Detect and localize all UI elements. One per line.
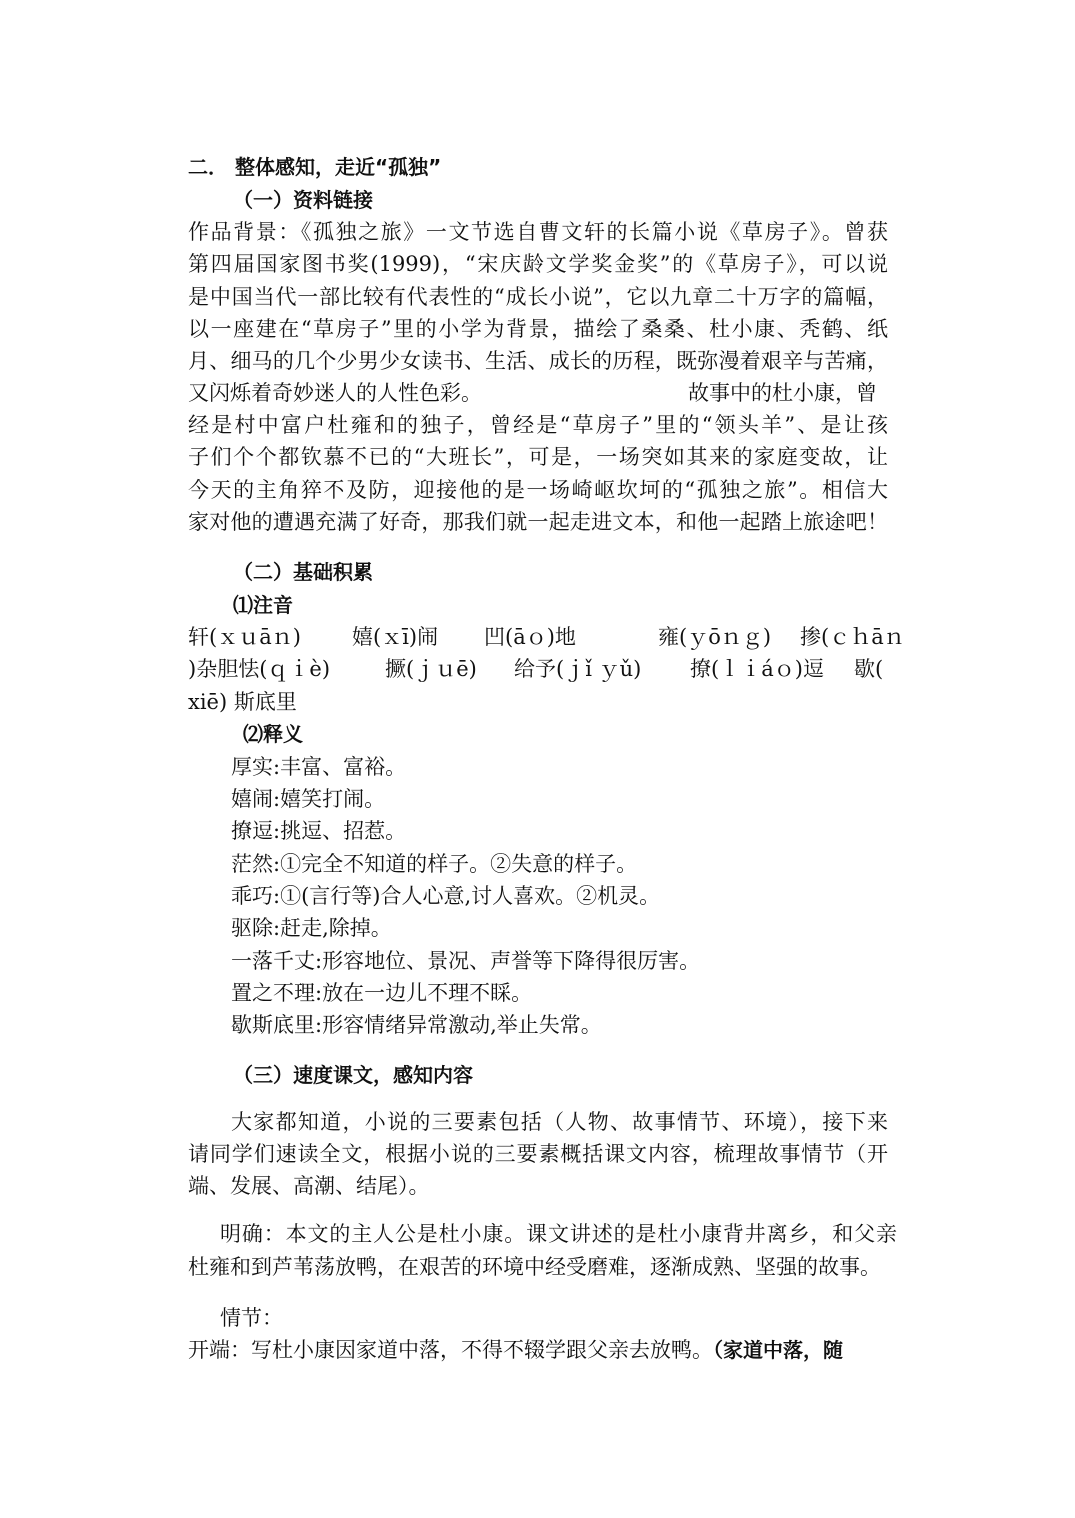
plot-label: 情节： <box>220 1306 283 1330</box>
paragraph-line: 第四届国家图书奖(1999)，“宋庆龄文学奖金奖”的《草房子》，可以说 <box>188 252 888 276</box>
paragraph-line: 端、发展、高潮、结尾）。 <box>188 1174 430 1198</box>
meaning-item: 乖巧:①(言行等)合人心意,讨人喜欢。②机灵。 <box>231 884 661 908</box>
pinyin-item: 轩(ｘｕāｎ) <box>188 625 301 649</box>
pinyin-title: ⑴注音 <box>233 593 293 617</box>
paragraph-line: 以一座建在“草房子”里的小学为背景，描绘了桑桑、杜小康、秃鹤、纸 <box>188 317 888 341</box>
meaning-item: 置之不理:放在一边儿不理不睬。 <box>231 981 533 1005</box>
paragraph-line: 明确：本文的主人公是杜小康。课文讲述的是杜小康背井离乡，和父亲 <box>220 1222 897 1246</box>
pinyin-item: xiē) 斯底里 <box>188 690 297 714</box>
pinyin-item: 歇( <box>854 657 884 681</box>
meaning-item: 撩逗:挑逗、招惹。 <box>231 819 407 843</box>
meaning-item: 驱除:赶走,除掉。 <box>231 916 392 940</box>
meaning-item: 歇斯底里:形容情绪异常激动,举止失常。 <box>231 1013 602 1037</box>
paragraph-line: 经是村中富户杜雍和的独子，曾经是“草房子”里的“领头羊”、是让孩 <box>188 413 888 437</box>
paragraph-line: 家对他的遭遇充满了好奇，那我们就一起走进文本，和他一起踏上旅途吧！ <box>188 510 888 534</box>
section-title: 二． 整体感知，走近“孤独” <box>188 155 442 179</box>
meaning-item: 厚实:丰富、富裕。 <box>231 755 407 779</box>
meaning-item: 嬉闹:嬉笑打闹。 <box>231 787 386 811</box>
paragraph-line: 是中国当代一部比较有代表性的“成长小说”，它以九章二十万字的篇幅， <box>188 285 888 309</box>
pinyin-item: 雍(ｙōｎｇ) <box>658 625 772 649</box>
meaning-item: 一落千丈:形容地位、景况、声誉等下降得很厉害。 <box>231 949 701 973</box>
paragraph-line: 杜雍和到芦苇荡放鸭，在艰苦的环境中经受磨难，逐渐成熟、坚强的故事。 <box>188 1255 881 1279</box>
paragraph-line: 故事中的杜小康，曾 <box>688 381 877 405</box>
paragraph-line: 大家都知道，小说的三要素包括（人物、故事情节、环境），接下来 <box>231 1110 888 1134</box>
subsection-title-reading: （三）速度课文，感知内容 <box>233 1063 473 1087</box>
plot-start-line <box>188 1334 843 1366</box>
pinyin-item: 给予(ｊǐ ｙǔ) <box>514 657 642 681</box>
paragraph-line: 又闪烁着奇妙迷人的人性色彩。 <box>188 381 482 405</box>
paragraph-line: 子们个个都钦慕不已的“大班长”，可是，一场突如其来的家庭变故，让 <box>188 445 888 469</box>
pinyin-item: )杂胆怯(ｑｉè) <box>188 657 331 681</box>
paragraph-line: 作品背景：《孤独之旅》一文节选自曹文轩的长篇小说《草房子》。曾获 <box>188 220 888 244</box>
paragraph-line: 请同学们速读全文，根据小说的三要素概括课文内容，梳理故事情节（开 <box>188 1142 888 1166</box>
pinyin-item: 嬉(ｘī)闹 <box>352 625 439 649</box>
pinyin-item: 凹(āｏ)地 <box>484 625 576 649</box>
plot-start-bold: （家道中落，随 <box>713 1338 843 1362</box>
paragraph-line: 月、细马的几个少男少女读书、生活、成长的历程，既弥漫着艰辛与苦痛， <box>188 349 888 373</box>
pinyin-item: 撅(ｊｕē) <box>385 657 477 681</box>
meaning-title: ⑵释义 <box>243 722 303 746</box>
paragraph-line: 今天的主角猝不及防，迎接他的是一场崎岖坎坷的“孤独之旅”。相信大 <box>188 478 888 502</box>
subsection-title-basics: （二）基础积累 <box>233 560 373 584</box>
pinyin-item: 撩(ｌｉáｏ)逗 <box>690 657 824 681</box>
plot-start-text: 开端：写杜小康因家道中落，不得不辍学跟父亲去放鸭。 <box>188 1338 713 1362</box>
subsection-title-materials: （一）资料链接 <box>233 188 373 212</box>
meaning-item: 茫然:①完全不知道的样子。②失意的样子。 <box>231 852 638 876</box>
pinyin-item: 掺(ｃｈāｎ <box>800 625 905 649</box>
